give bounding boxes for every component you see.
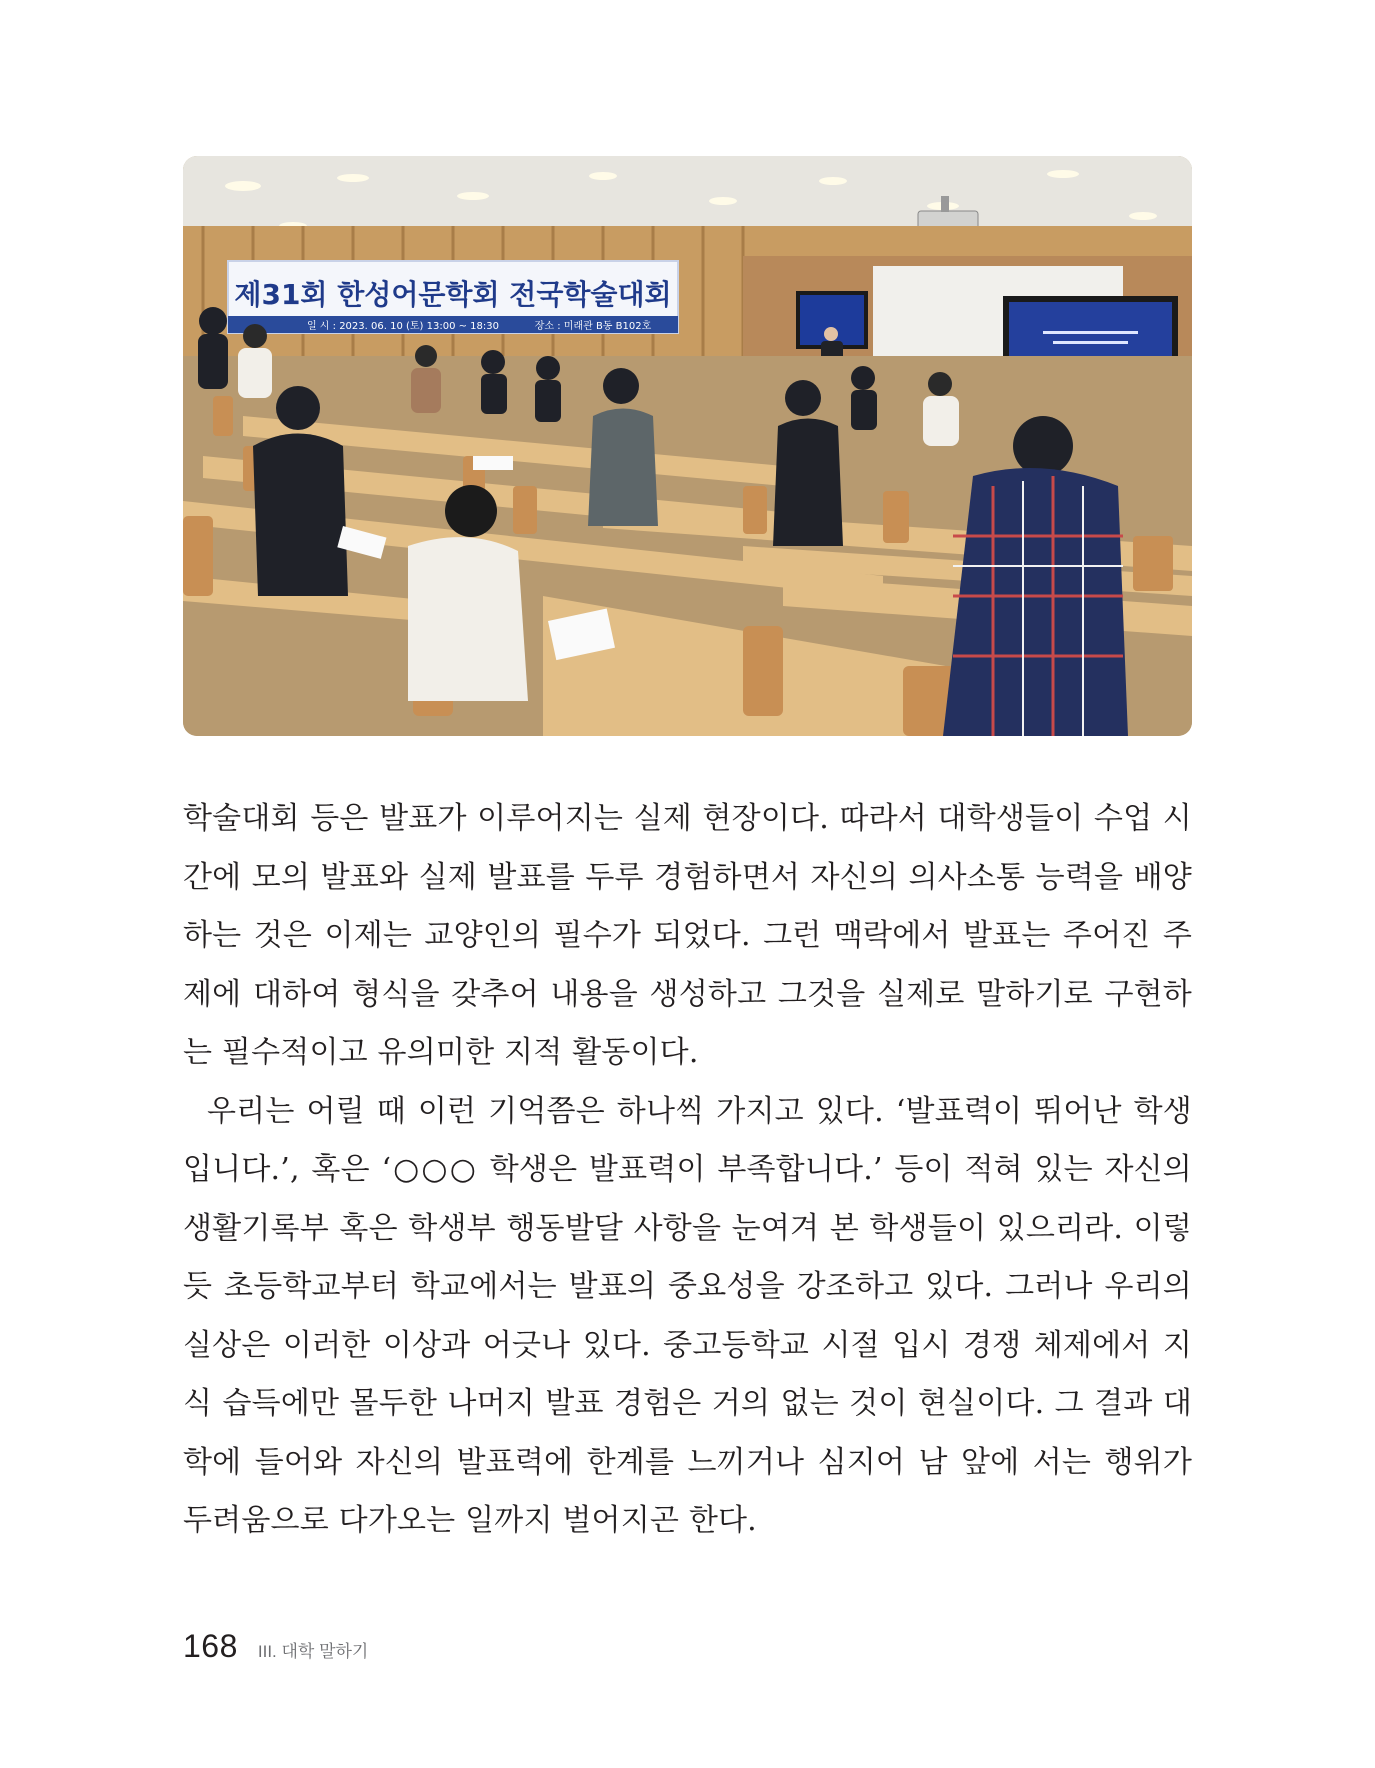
banner-title: 제31회 한성어문학회 전국학술대회: [234, 278, 672, 311]
paragraph-2: 우리는 어릴 때 이런 기억쯤은 하나씩 가지고 있다. ‘발표력이 뛰어난 학생입니다.’, 혹은 ‘○○○ 학생은 발표력이 부족합니다.’ 등이 적혀 있는 자신의 생활기록부 혹은 학생부 행동발달 사항을 눈여겨 본 학생들이 있으리라. 이렇듯 초등학교부터 학교에서는 발표의 중요성을 강조하고 있다. 그러나 우리의 실상은 이러한 이상과 어긋나 있다. 중고등학교 시절 입시 경쟁 체제에서 지식 습득에만 몰두한 나머지 발표 경험은 거의 없는 것이 현실이다. 그 결과 대학에 들어와 자신의 발표력에 한계를 느끼거나 심지어 남 앞에 서는 행위가 두려움으로 다가오는 일까지 벌어지곤 한다.: [183, 1093, 1192, 1538]
running-head: III. 대학 말하기: [257, 1642, 369, 1661]
banner-date: 일 시 : 2023. 06. 10 (토) 13:00 ~ 18:30: [306, 321, 500, 332]
page-footer: [183, 1628, 368, 1672]
paragraph-1: 학술대회 등은 발표가 이루어지는 실제 현장이다. 따라서 대학생들이 수업 시간에 모의 발표와 실제 발표를 두루 경험하면서 자신의 의사소통 능력을 배양하는 것은 이제는 교양인의 필수가 되었다. 그런 맥락에서 발표는 주어진 주제에 대하여 형식을 갖추어 내용을 생성하고 그것을 실제로 말하기로 구현하는 필수적이고 유의미한 지적 활동이다.: [183, 801, 1192, 1070]
conference-photo: [183, 156, 1192, 736]
banner-place: 장소 : 미래관 B동 B102호: [534, 321, 652, 332]
page-number: 168: [183, 1628, 238, 1664]
body-text: [183, 790, 1192, 1551]
